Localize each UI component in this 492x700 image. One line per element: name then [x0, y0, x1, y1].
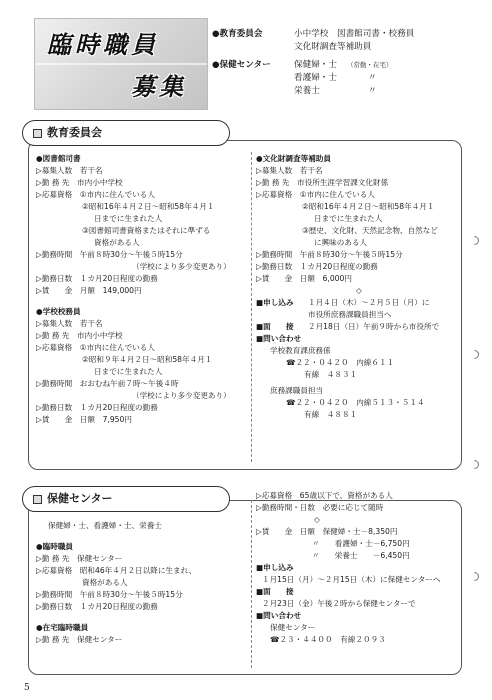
ditto-mark: 〃	[368, 86, 377, 97]
school-line: ▷募集人数 若干名	[36, 318, 103, 328]
culture-line: に興味のある人	[314, 237, 368, 247]
lib-line: ▷勤 務 先 市内小中学校	[36, 177, 123, 187]
header-health-label: ●保健センター	[212, 59, 271, 70]
apply-label: ■申し込み	[256, 562, 294, 572]
contact-line: 学校教育課庶務係	[270, 345, 331, 355]
wage-line: 〃 栄養士 －6,450円	[312, 550, 410, 560]
temp-line: ▷勤務時間 午前８時30分～午後５時15分	[36, 589, 183, 599]
temp-line: ▷勤 務 先 保健センター	[36, 553, 123, 563]
binder-hook-icon	[468, 570, 481, 583]
culture-line: ▷募集人数 若干名	[256, 165, 323, 175]
banner-title-line1: 臨時職員	[47, 30, 159, 59]
contact-phone: ☎２３・４４００ 有線２０９３	[270, 634, 386, 644]
health-line: ▷応募資格 65歳以下で、資格がある人	[256, 491, 393, 500]
header-health-job1: 保健婦・士	[294, 59, 337, 70]
health-line: ▷勤務時間・日数 必要に応じて随時	[256, 502, 384, 512]
interview-date: ２月23日（金）午後２時から保健センターで	[262, 598, 416, 608]
diamond-mark: ◇	[356, 285, 362, 295]
header-health-note: （常勤・在宅）	[346, 60, 393, 69]
temp-line: 資格がある人	[82, 577, 128, 587]
square-icon	[33, 495, 42, 504]
binder-hook-icon	[468, 458, 481, 471]
interview-label: ■面 接	[256, 321, 294, 331]
header-edu-jobs1: 小中学校 図書館司書・校務員	[294, 29, 415, 39]
school-line: ②昭和９年４月２日～昭和58年４月１	[82, 354, 213, 364]
contact-phone: ☎２２・０４２０ 内線６１１	[286, 357, 395, 367]
health-right-column	[256, 490, 462, 646]
lib-heading: ●図書館司書	[36, 154, 81, 163]
banner-title-line2: 募集	[131, 72, 187, 101]
culture-line: ③歴史、文化財、天然記念物、自然など	[302, 225, 438, 235]
lib-line: 日までに生まれた人	[94, 213, 163, 223]
school-line: ▷応募資格 ①市内に住んでいる人	[36, 342, 155, 352]
ditto-mark: 〃	[368, 72, 377, 83]
edu-section-title: 教育委員会	[47, 125, 102, 139]
edu-left-column	[36, 153, 248, 426]
header-health-job3: 栄養士	[294, 86, 320, 97]
edu-right-column	[256, 153, 460, 421]
page-number: 5	[24, 683, 30, 693]
school-heading: ●学校校務員	[36, 306, 81, 316]
recruitment-banner	[34, 18, 208, 110]
school-line: ▷勤 務 先 市内小中学校	[36, 330, 123, 340]
culture-line: ②昭和16年４月２日～昭和58年４月１	[302, 201, 435, 211]
lib-line: ③図書館司書資格またはそれに準ずる	[82, 225, 211, 235]
lib-line: ▷応募資格 ①市内に住んでいる人	[36, 189, 155, 199]
wage-line: ▷賃 金 日額 保健婦・士－8,350円	[256, 526, 398, 536]
culture-line: ▷応募資格 ①市内に住んでいる人	[256, 189, 375, 199]
contact-line: 有線 ４８８１	[304, 409, 358, 419]
temp-line: ▷応募資格 昭和46年４月２日以降に生まれ、	[36, 565, 197, 575]
health-section-title: 保健センター	[47, 491, 113, 505]
square-icon	[33, 129, 42, 138]
wage-line: 〃 看護婦・士－6,750円	[312, 538, 410, 548]
binder-hook-icon	[468, 348, 481, 361]
school-line: ▷勤務時間 おおむね午前７時～午後４時	[36, 378, 179, 388]
culture-line: 日までに生まれた人	[314, 213, 383, 223]
column-divider	[251, 500, 252, 668]
header-edu-jobs2: 文化財調査等補助員	[294, 42, 372, 53]
lib-line: ②昭和16年４月２日～昭和58年４月１	[82, 201, 215, 211]
school-line: 日までに生まれた人	[94, 366, 163, 376]
column-divider	[251, 152, 252, 462]
diamond-mark: ◇	[314, 514, 320, 524]
contact-line: 保健センター	[270, 622, 316, 632]
health-left-column	[36, 520, 248, 646]
culture-line: ▷勤務日数 １カ月20日程度の勤務	[256, 261, 378, 271]
lib-line: ▷賃 金 月額 149,000円	[36, 285, 142, 295]
interview-label: ■面 接	[256, 586, 294, 596]
culture-line: ▷賃 金 日額 6,000円	[256, 273, 352, 283]
apply-period: １月４日（木）～２月５日（月）に	[308, 297, 430, 307]
lib-line: ▷募集人数 若干名	[36, 165, 103, 175]
school-line: ▷勤務日数 １カ月20日程度の勤務	[36, 402, 158, 412]
contact-phone: ☎２２・０４２０ 内線５１３・５１４	[286, 397, 425, 407]
banner-stripe	[35, 63, 207, 65]
home-line: ▷勤 務 先 保健センター	[36, 634, 123, 644]
apply-period: １月15日（月）～２月15日（木）に保健センターへ	[262, 574, 441, 584]
header-edu-label: ●教育委員会	[212, 29, 263, 39]
lib-line: 資格がある人	[94, 237, 140, 247]
school-line: （学校により多少変更あり）	[132, 390, 231, 400]
culture-heading: ●文化財調査等補助員	[256, 154, 331, 163]
contact-label: ■問い合わせ	[256, 333, 302, 343]
health-section-tab	[22, 486, 230, 512]
lib-line: （学校により多少変更あり）	[132, 261, 231, 271]
interview-date: ２月18日（日）午前９時から市役所で	[308, 321, 440, 331]
culture-line: ▷勤 務 先 市役所生涯学習課文化財係	[256, 177, 389, 187]
home-heading: ●在宅臨時職員	[36, 622, 89, 632]
lib-line: ▷勤務時間 午前８時30分～午後５時15分	[36, 249, 183, 259]
culture-line: ▷勤務時間 午前８時30分～午後５時15分	[256, 249, 403, 259]
health-intro: 保健婦・士、看護婦・士、栄養士	[48, 521, 162, 530]
apply-label: ■申し込み	[256, 297, 294, 307]
contact-label: ■問い合わせ	[256, 610, 302, 620]
school-line: ▷賃 金 日額 7,950円	[36, 414, 132, 424]
temp-line: ▷勤務日数 １カ月20日程度の勤務	[36, 601, 158, 611]
binder-hook-icon	[468, 234, 481, 247]
apply-destination: 市役所庶務課職員担当へ	[308, 309, 392, 319]
edu-section-tab	[22, 120, 230, 146]
header-summary	[212, 28, 414, 99]
contact-line: 庶務課職員担当	[270, 385, 324, 395]
contact-line: 有線 ４８３１	[304, 369, 358, 379]
temp-heading: ●臨時職員	[36, 541, 74, 551]
header-health-job2: 看護婦・士	[294, 72, 337, 83]
lib-line: ▷勤務日数 １カ月20日程度の勤務	[36, 273, 158, 283]
